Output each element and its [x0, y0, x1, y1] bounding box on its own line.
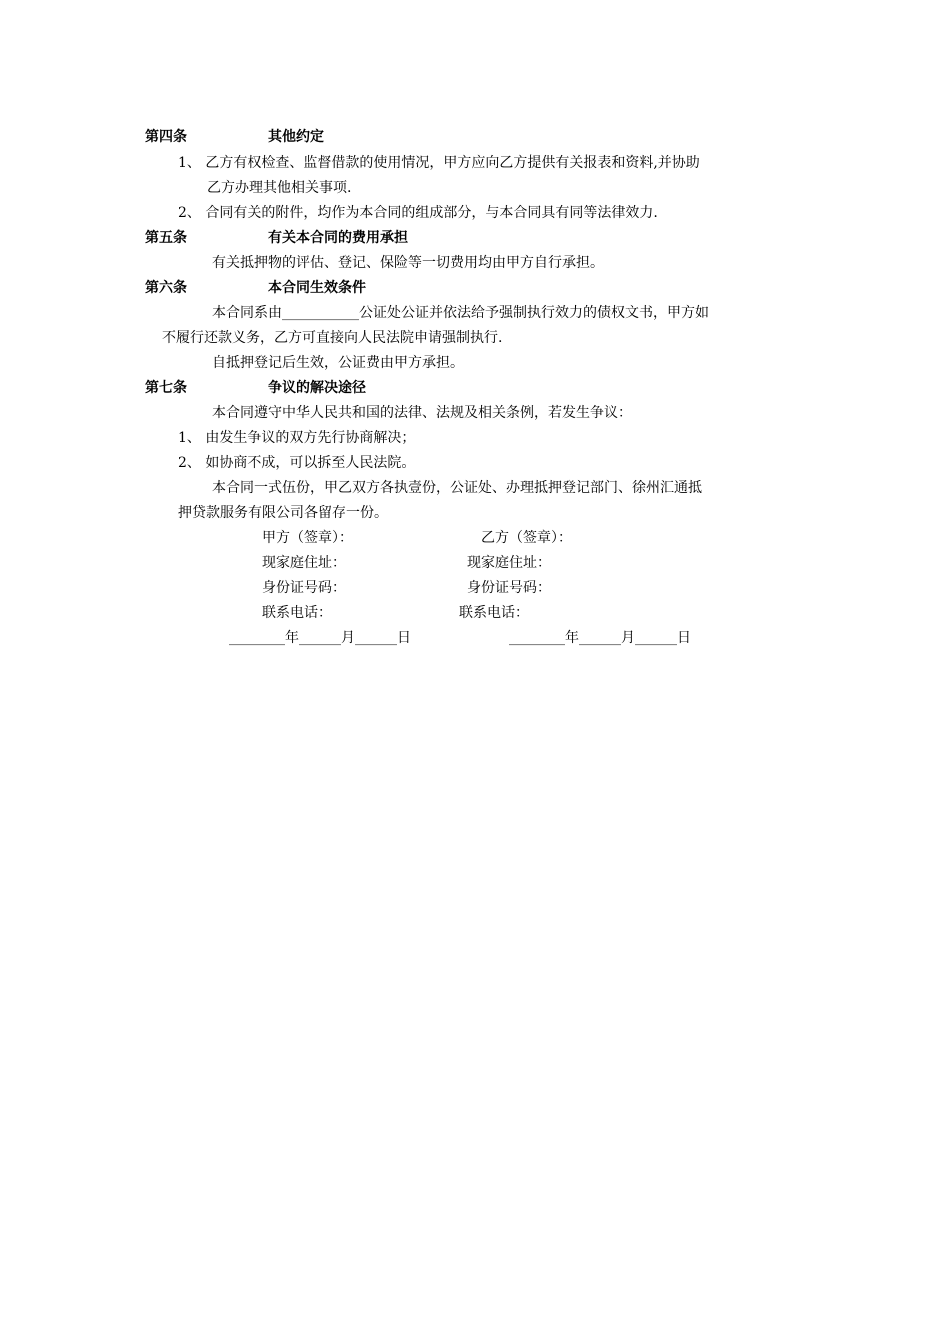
party-a-address: 现家庭住址： — [262, 555, 346, 571]
article6-body-line3: 自抵押登记后生效，公证费由甲方承担。 — [212, 355, 464, 371]
article7-intro: 本合同遵守中华人民共和国的法律、法规及相关条例，若发生争议： — [212, 405, 632, 421]
article7-number: 第七条 — [145, 380, 187, 396]
article4-heading — [145, 127, 324, 147]
article7-copies-line1: 本合同一式伍份，甲乙双方各执壹份，公证处、办理抵押登记部门、徐州汇通抵 — [212, 480, 702, 496]
party-b-sign: 乙方（签章）： — [481, 530, 572, 546]
party-b-date: ________年______月______日 — [509, 630, 691, 646]
article7-copies-line2: 押贷款服务有限公司各留存一份。 — [178, 505, 388, 521]
article5-body: 有关抵押物的评估、登记、保险等一切费用均由甲方自行承担。 — [212, 255, 604, 271]
article6-heading — [145, 278, 366, 298]
article4-item1-line2: 乙方办理其他相关事项. — [207, 180, 352, 196]
party-b-id: 身份证号码： — [467, 580, 551, 596]
article6-body-line2: 不履行还款义务，乙方可直接向人民法院申请强制执行. — [162, 330, 503, 346]
party-b-phone: 联系电话： — [459, 605, 529, 621]
article7-item1: 1、 由发生争议的双方先行协商解决； — [178, 430, 416, 446]
article5-heading — [145, 228, 408, 248]
party-a-sign: 甲方（签章）： — [262, 530, 353, 546]
party-a-date: ________年______月______日 — [229, 630, 411, 646]
party-a-id: 身份证号码： — [262, 580, 346, 596]
party-a-phone: 联系电话： — [262, 605, 332, 621]
article7-heading — [145, 378, 366, 398]
article5-number: 第五条 — [145, 230, 187, 246]
article4-title: 其他约定 — [268, 129, 324, 145]
article4-item1-line1: 1、 乙方有权检查、监督借款的使用情况，甲方应向乙方提供有关报表和资料,并协助 — [178, 155, 700, 171]
article6-number: 第六条 — [145, 280, 187, 296]
article6-title: 本合同生效条件 — [268, 280, 366, 296]
article5-title: 有关本合同的费用承担 — [268, 230, 408, 246]
article6-body-line1: 本合同系由___________公证处公证并依法给予强制执行效力的债权文书，甲方如 — [212, 305, 709, 321]
article4-number: 第四条 — [145, 129, 187, 145]
article7-item2: 2、 如协商不成，可以拆至人民法院。 — [178, 455, 416, 471]
article7-title: 争议的解决途径 — [268, 380, 366, 396]
party-b-address: 现家庭住址： — [467, 555, 551, 571]
article4-item2: 2、 合同有关的附件，均作为本合同的组成部分，与本合同具有同等法律效力. — [178, 205, 658, 221]
